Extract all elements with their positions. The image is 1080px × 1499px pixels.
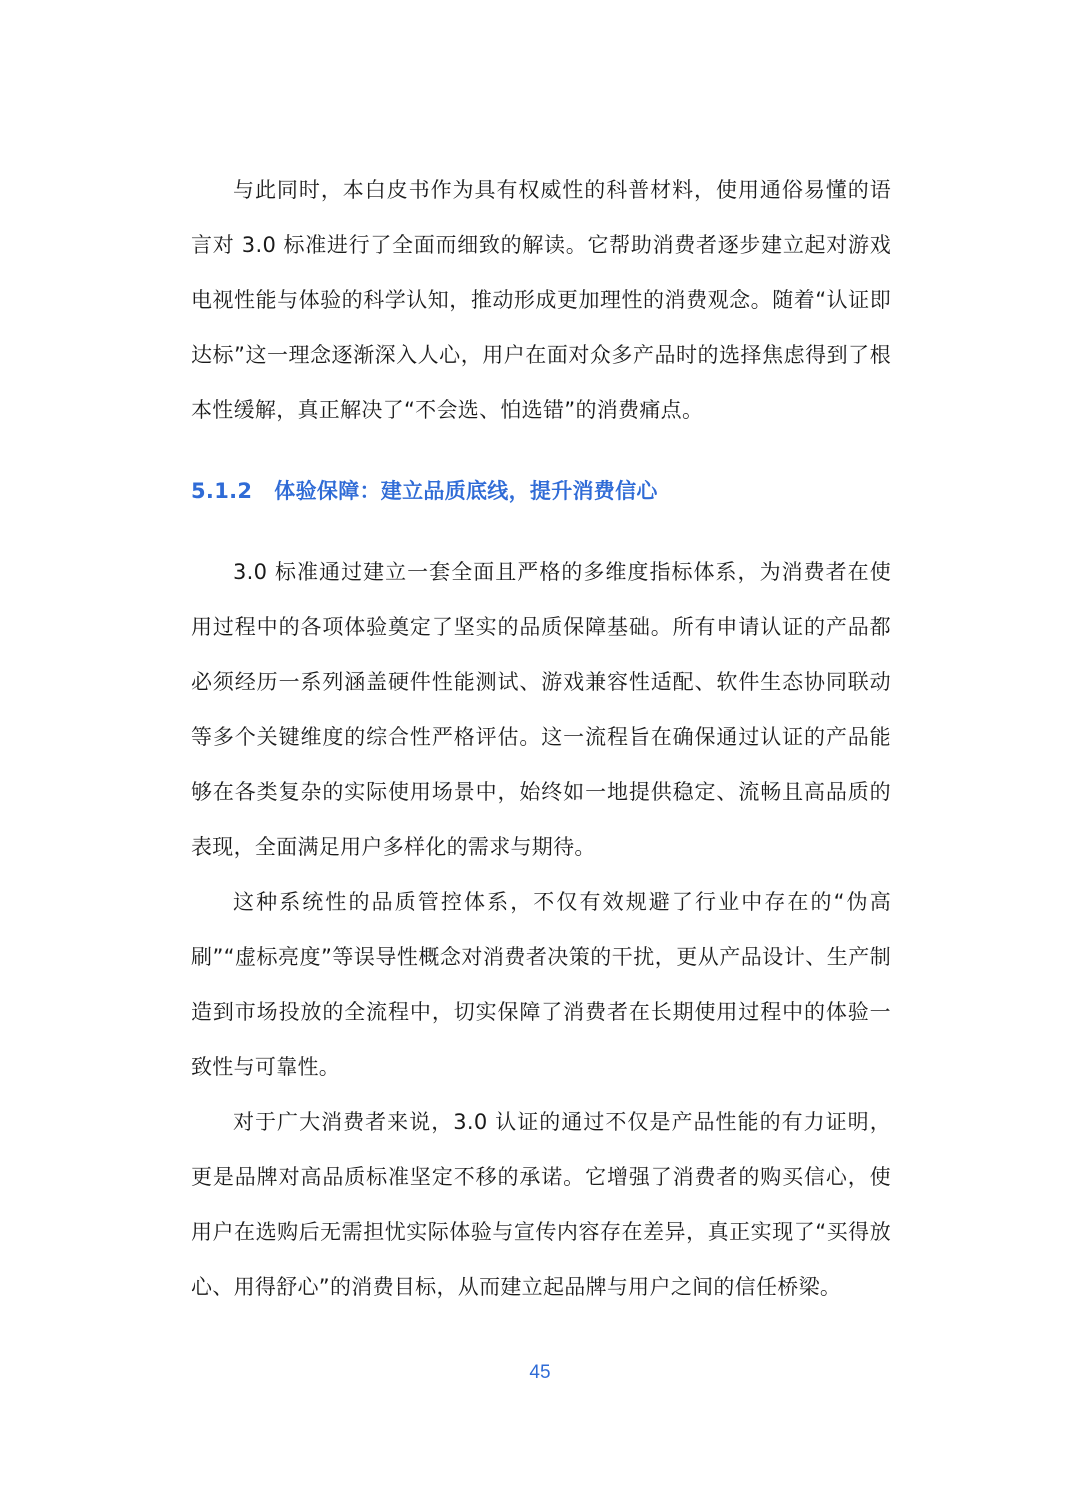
paragraph-standard: 3.0 标准通过建立一套全面且严格的多维度指标体系，为消费者在使用过程中的各项体验奠定了坚实的品质保障基础。所有申请认证的产品都必须经历一系列涵盖硬件性能测试、游戏兼容性适配、软件生态协同联动等多个关键维度的综合性严格评估。这一流程旨在确保通过认证的产品能够在各类复杂的实际使用场景中，始终如一地提供稳定、流畅且高品质的表现，全面满足用户多样化的需求与期待。 — [191, 560, 891, 859]
paragraph-intro: 与此同时，本白皮书作为具有权威性的科普材料，使用通俗易懂的语言对 3.0 标准进行了全面而细致的解读。它帮助消费者逐步建立起对游戏电视性能与体验的科学认知，推动形成更加理性的消费观念。随着“认证即达标”这一理念逐渐深入人心，用户在面对众多产品时的选择焦虑得到了根本性缓解，真正解决了“不会选、怕选错”的消费痛点。 — [191, 178, 891, 422]
section-heading — [191, 464, 891, 519]
section-title: 体验保障：建立品质底线，提升消费信心 — [274, 479, 658, 503]
paragraph-consumer-confidence: 对于广大消费者来说，3.0 认证的通过不仅是产品性能的有力证明，更是品牌对高品质标准坚定不移的承诺。它增强了消费者的购买信心，使用户在选购后无需担忧实际体验与宣传内容存在差异，真正实现了“买得放心、用得舒心”的消费目标，从而建立起品牌与用户之间的信任桥梁。 — [191, 1110, 891, 1299]
page-number: 45 — [529, 1362, 551, 1383]
page-content — [191, 163, 891, 1315]
paragraph-quality-control: 这种系统性的品质管控体系，不仅有效规避了行业中存在的“伪高刷”“虚标亮度”等误导性概念对消费者决策的干扰，更从产品设计、生产制造到市场投放的全流程中，切实保障了消费者在长期使用过程中的体验一致性与可靠性。 — [191, 890, 891, 1079]
section-number: 5.1.2 — [191, 479, 253, 503]
